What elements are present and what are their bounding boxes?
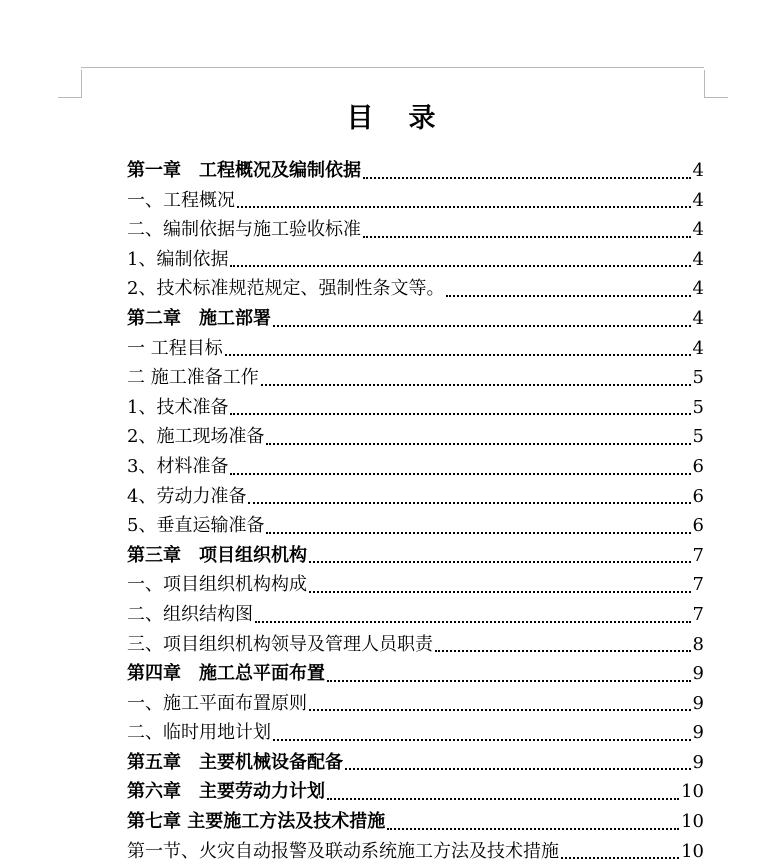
toc-entry-text: 第一章 工程概况及编制依据 bbox=[127, 160, 361, 181]
toc-entry[interactable] bbox=[127, 541, 704, 571]
toc-dot-leader bbox=[273, 325, 691, 327]
toc-dot-leader bbox=[266, 532, 690, 534]
crop-mark-left bbox=[58, 70, 82, 98]
toc-entry[interactable] bbox=[127, 718, 704, 748]
toc-entry[interactable] bbox=[127, 334, 704, 364]
toc-dot-leader bbox=[230, 473, 690, 475]
page-top-rule bbox=[81, 67, 704, 68]
toc-page-number: 6 bbox=[692, 455, 704, 477]
toc-page-number: 9 bbox=[692, 663, 704, 685]
toc-dot-leader bbox=[237, 206, 691, 208]
toc-entry[interactable] bbox=[127, 482, 704, 512]
toc-page-number: 4 bbox=[692, 248, 704, 270]
toc-entry[interactable] bbox=[127, 689, 704, 719]
toc-page-number: 7 bbox=[692, 603, 704, 625]
toc-dot-leader bbox=[446, 295, 690, 297]
toc-entry[interactable] bbox=[127, 837, 704, 866]
toc-page-number: 9 bbox=[692, 751, 704, 773]
toc-entry-text: 二、临时用地计划 bbox=[127, 722, 271, 744]
toc-page-number: 4 bbox=[692, 189, 704, 211]
toc-entry[interactable] bbox=[127, 807, 704, 837]
toc-page-number: 9 bbox=[692, 692, 704, 714]
toc-page-number: 8 bbox=[692, 633, 704, 655]
toc-page-number: 6 bbox=[692, 515, 704, 537]
toc-entry-text: 一、工程概况 bbox=[127, 189, 235, 211]
toc-entry[interactable] bbox=[127, 511, 704, 541]
toc-entry-text: 第四章 施工总平面布置 bbox=[127, 663, 325, 685]
toc-dot-leader bbox=[261, 384, 691, 386]
toc-page-number: 6 bbox=[692, 485, 704, 507]
toc-entry-text: 2、技术标准规范规定、强制性条文等。 bbox=[127, 278, 445, 300]
toc-entry[interactable] bbox=[127, 600, 704, 630]
toc-entry-text: 3、材料准备 bbox=[127, 455, 229, 477]
toc-entry[interactable] bbox=[127, 570, 704, 600]
toc-entry[interactable] bbox=[127, 156, 704, 186]
toc-entry[interactable] bbox=[127, 215, 704, 245]
toc-entry[interactable] bbox=[127, 777, 704, 807]
toc-page-number: 4 bbox=[692, 278, 704, 300]
toc-dot-leader bbox=[309, 709, 691, 711]
toc-entry-text: 二 施工准备工作 bbox=[127, 367, 259, 389]
toc-entry-text: 第一节、火灾自动报警及联动系统施工方法及技术措施 bbox=[127, 840, 559, 862]
toc-entry-text: 三、项目组织机构领导及管理人员职责 bbox=[127, 633, 433, 655]
toc-page-number: 4 bbox=[692, 219, 704, 241]
toc-page-number: 10 bbox=[681, 840, 704, 862]
toc-entry[interactable] bbox=[127, 274, 704, 304]
toc-dot-leader bbox=[327, 798, 679, 800]
toc-page-number: 5 bbox=[692, 426, 704, 448]
toc-dot-leader bbox=[230, 413, 690, 415]
toc-entry[interactable] bbox=[127, 186, 704, 216]
crop-mark-right bbox=[704, 70, 728, 98]
toc-entry-text: 二、编制依据与施工验收标准 bbox=[127, 219, 361, 241]
toc-dot-leader bbox=[387, 828, 679, 830]
toc-entry[interactable] bbox=[127, 393, 704, 423]
toc-page-number: 9 bbox=[692, 722, 704, 744]
toc-entry-text: 第五章 主要机械设备配备 bbox=[127, 751, 343, 773]
toc-entry-text: 4、劳动力准备 bbox=[127, 485, 247, 507]
toc-entry-text: 第七章 主要施工方法及技术措施 bbox=[127, 811, 386, 833]
toc-entry-text: 一、施工平面布置原则 bbox=[127, 692, 307, 714]
toc-entry[interactable] bbox=[127, 452, 704, 482]
toc-dot-leader bbox=[309, 591, 691, 593]
toc-entry-text: 2、施工现场准备 bbox=[127, 426, 265, 448]
toc-entry[interactable] bbox=[127, 748, 704, 778]
toc-page-number: 5 bbox=[692, 367, 704, 389]
toc-dot-leader bbox=[266, 443, 690, 445]
toc-dot-leader bbox=[345, 768, 691, 770]
toc-page-number: 7 bbox=[692, 574, 704, 596]
toc-dot-leader bbox=[363, 177, 691, 179]
toc-dot-leader bbox=[327, 680, 691, 682]
toc-dot-leader bbox=[230, 265, 690, 267]
toc-entry-text: 1、编制依据 bbox=[127, 248, 229, 270]
toc-page-number: 4 bbox=[692, 160, 704, 181]
toc-entry[interactable] bbox=[127, 630, 704, 660]
toc-entry-text: 1、技术准备 bbox=[127, 396, 229, 418]
toc-entry-text: 第六章 主要劳动力计划 bbox=[127, 781, 325, 803]
toc-dot-leader bbox=[561, 857, 679, 859]
toc-entry[interactable] bbox=[127, 245, 704, 275]
toc-entry-text: 第二章 施工部署 bbox=[127, 307, 271, 329]
toc-page-number: 4 bbox=[692, 337, 704, 359]
toc-entry-text: 二、组织结构图 bbox=[127, 603, 253, 625]
toc-entry[interactable] bbox=[127, 422, 704, 452]
toc-dot-leader bbox=[273, 739, 691, 741]
toc-entry-text: 一 工程目标 bbox=[127, 337, 223, 359]
toc-page-number: 5 bbox=[692, 396, 704, 418]
toc-dot-leader bbox=[435, 650, 691, 652]
toc-dot-leader bbox=[248, 502, 690, 504]
toc-entry[interactable] bbox=[127, 304, 704, 334]
toc-dot-leader bbox=[309, 561, 691, 563]
toc-dot-leader bbox=[363, 236, 691, 238]
toc-dot-leader bbox=[255, 621, 691, 623]
toc-entry-text: 5、垂直运输准备 bbox=[127, 515, 265, 537]
toc-entry-text: 一、项目组织机构构成 bbox=[127, 574, 307, 596]
toc-page-number: 10 bbox=[681, 811, 704, 833]
toc-page-number: 4 bbox=[692, 307, 704, 329]
toc-page-number: 10 bbox=[681, 781, 704, 803]
toc-entry[interactable] bbox=[127, 659, 704, 689]
toc-list bbox=[127, 156, 704, 866]
toc-entry[interactable] bbox=[127, 363, 704, 393]
toc-page-number: 7 bbox=[692, 544, 704, 566]
toc-title: 目 录 bbox=[346, 103, 440, 134]
toc-dot-leader bbox=[225, 354, 691, 356]
toc-entry-text: 第三章 项目组织机构 bbox=[127, 544, 307, 566]
